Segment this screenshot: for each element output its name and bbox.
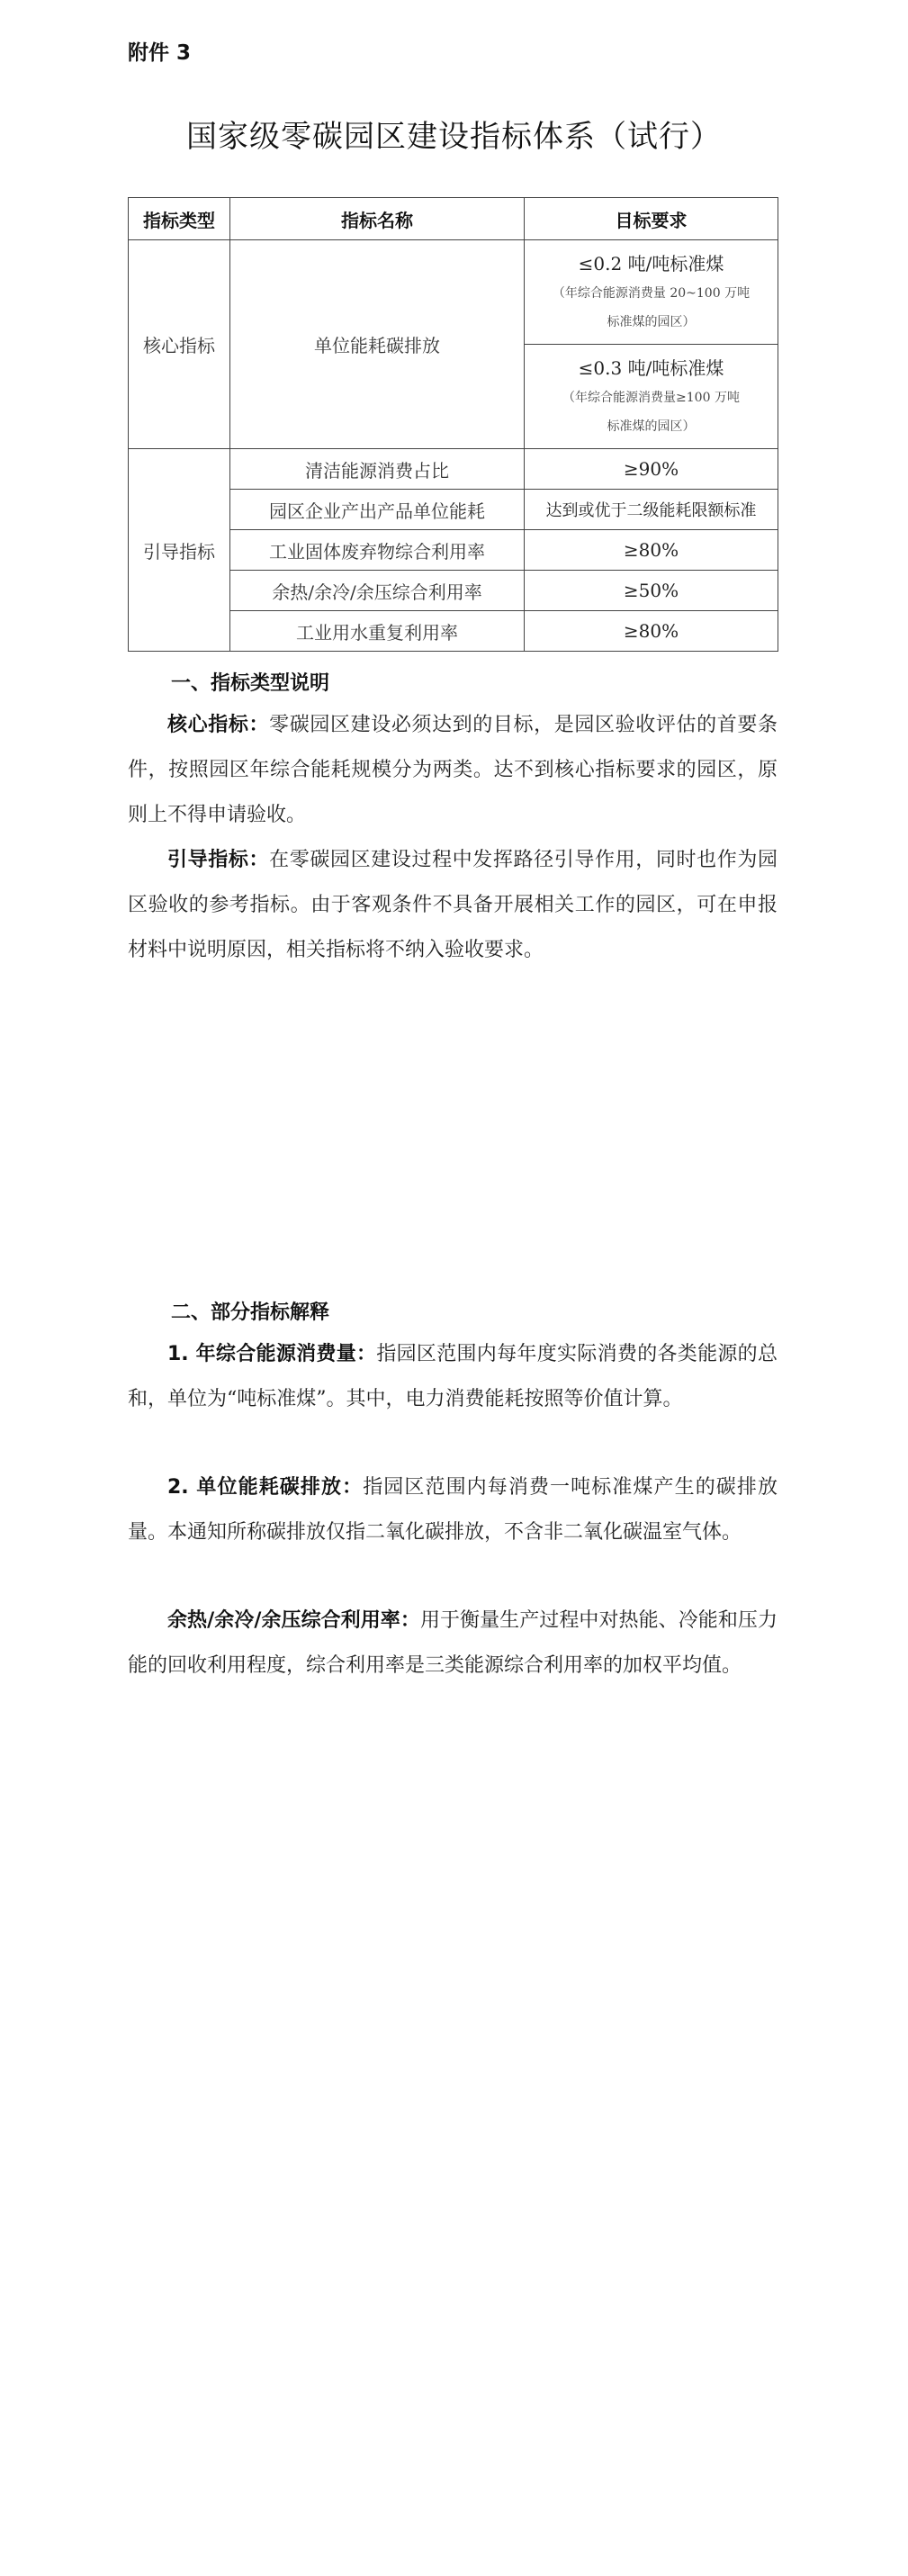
indicator-name: 清洁能源消费占比 (230, 449, 525, 490)
target-value: ≤0.3 吨/吨标准煤 (578, 356, 724, 379)
header-target: 目标要求 (525, 198, 778, 240)
target-note: （年综合能源消费量 20~100 万吨 (552, 285, 751, 301)
table-header-row (129, 198, 778, 240)
indicator-name: 工业固体废弃物综合利用率 (230, 530, 525, 571)
paragraph-item2 (128, 1465, 778, 1555)
target-value: ≥80% (525, 530, 778, 571)
section1-heading: 一、指标类型说明 (171, 672, 330, 695)
target-note: （年综合能源消费量≥100 万吨 (562, 390, 740, 405)
paragraph-text: 指园区范围内每年度实际消费的各类能源的总和，单位为“吨标准煤”。其中，电力消费能耗按照等价值计算。 (128, 1343, 778, 1410)
section2-heading: 二、部分指标解释 (171, 1302, 330, 1324)
table-row (129, 449, 778, 490)
indicator-name: 单位能耗碳排放 (230, 240, 525, 449)
indicator-name: 余热/余冷/余压综合利用率 (230, 571, 525, 611)
category-guide: 引导指标 (129, 449, 230, 652)
target-value: ≥80% (525, 611, 778, 652)
target-value: ≥90% (525, 449, 778, 490)
paragraph-lead: 核心指标： (167, 714, 270, 736)
paragraph-lead: 1. 年综合能源消费量： (167, 1343, 377, 1365)
paragraph-item3 (128, 1599, 778, 1689)
header-indicator-name: 指标名称 (230, 198, 525, 240)
page-title: 国家级零碳园区建设指标体系（试行） (186, 119, 722, 155)
paragraph-lead: 余热/余冷/余压综合利用率： (167, 1609, 420, 1632)
target-value: ≥50% (525, 571, 778, 611)
target-note: 标准煤的园区） (607, 314, 696, 329)
category-core: 核心指标 (129, 240, 230, 449)
paragraph-text: 用于衡量生产过程中对热能、冷能和压力能的回收利用程度，综合利用率是三类能源综合利用率的加权平均值。 (128, 1609, 778, 1677)
indicator-table (128, 197, 778, 652)
target-cell (525, 345, 778, 449)
paragraph-guide (128, 838, 778, 973)
target-note: 标准煤的园区） (607, 419, 696, 434)
paragraph-lead: 2. 单位能耗碳排放： (167, 1476, 364, 1499)
header-indicator-type: 指标类型 (129, 198, 230, 240)
paragraph-text: 指园区范围内每消费一吨标准煤产生的碳排放量。本通知所称碳排放仅指二氧化碳排放，不含非二氧化碳温室气体。 (128, 1476, 778, 1544)
paragraph-text: 在零碳园区建设过程中发挥路径引导作用，同时也作为园区验收的参考指标。由于客观条件不具备开展相关工作的园区，可在申报材料中说明原因，相关指标将不纳入验收要求。 (128, 849, 778, 961)
paragraph-core (128, 703, 778, 838)
target-value: ≤0.2 吨/吨标准煤 (578, 252, 724, 275)
table-row (129, 240, 778, 345)
target-cell (525, 240, 778, 345)
attachment-label: 附件 3 (128, 41, 192, 65)
paragraph-text: 零碳园区建设必须达到的目标，是园区验收评估的首要条件，按照园区年综合能耗规模分为两类。达不到核心指标要求的园区，原则上不得申请验收。 (128, 714, 778, 826)
target-value: 达到或优于二级能耗限额标准 (525, 490, 778, 530)
indicator-name: 工业用水重复利用率 (230, 611, 525, 652)
indicator-name: 园区企业产出产品单位能耗 (230, 490, 525, 530)
paragraph-item1 (128, 1332, 778, 1422)
paragraph-lead: 引导指标： (167, 849, 270, 871)
